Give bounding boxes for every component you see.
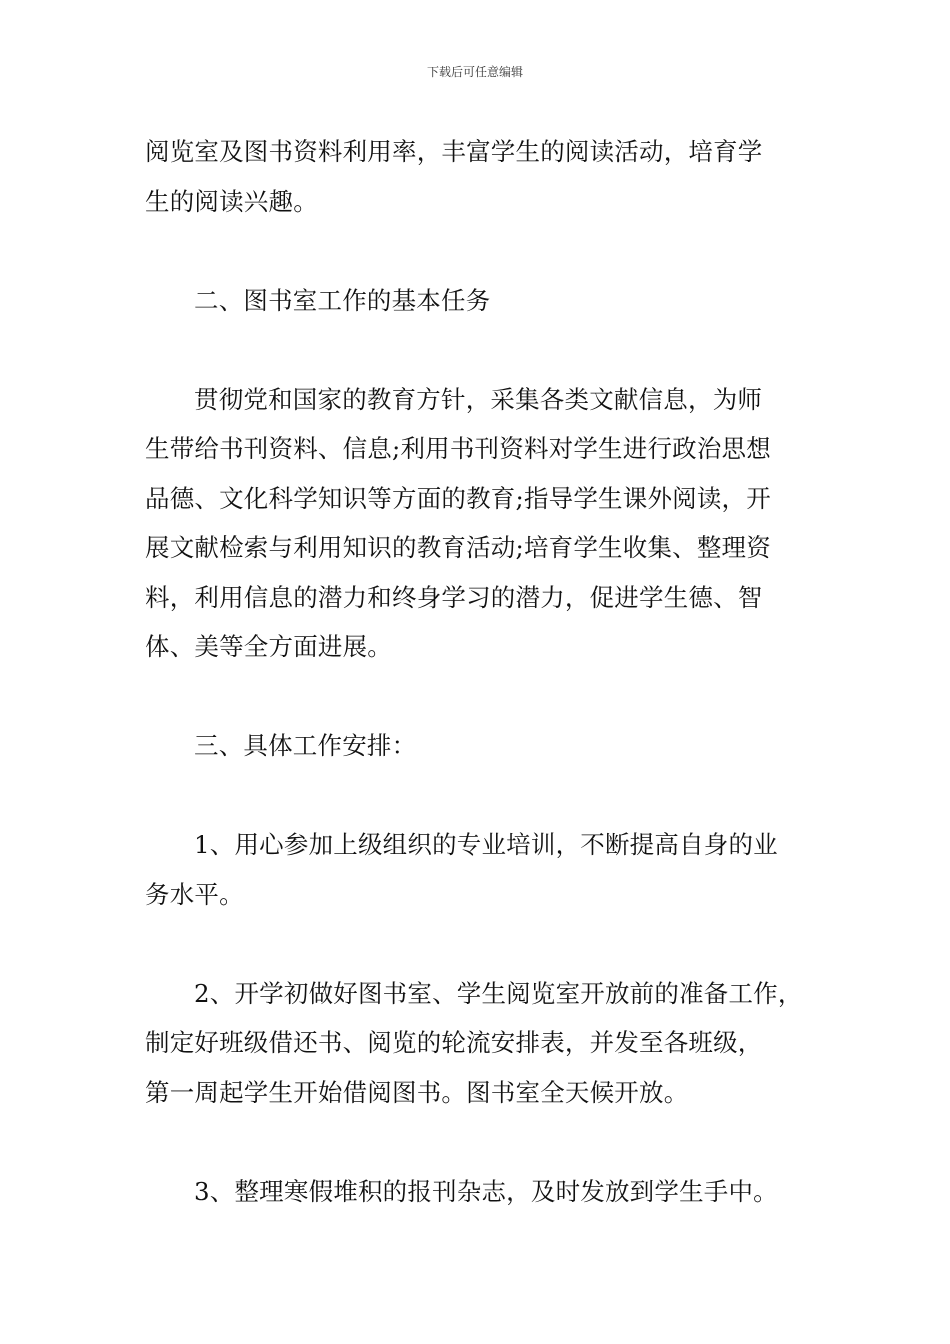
paragraph-gap — [145, 226, 825, 276]
text-line: 2、开学初做好图书室、学生阅览室开放前的准备工作， — [194, 978, 803, 1008]
text-line: 1、用心参加上级组织的专业培训，不断提高自身的业 — [194, 830, 778, 859]
text-line: 制定好班级借还书、阅览的轮流安排表，并发至各班级， — [145, 1028, 763, 1057]
text-line: 贯彻党和国家的教育方针，采集各类文献信息，为师 — [194, 384, 763, 414]
text-line: 料，利用信息的潜力和终身学习的潜力，促进学生德、智 — [145, 582, 763, 612]
text-line: 务水平。 — [145, 879, 244, 909]
list-item-1 — [145, 820, 825, 919]
paragraph-gap — [145, 1117, 825, 1167]
text-line: 生带给书刊资料、信息;利用书刊资料对学生进行政治思想 — [145, 434, 771, 463]
section-heading-work-arrangement: 三、具体工作安排： — [194, 731, 417, 760]
paragraph-gap — [145, 672, 825, 722]
text-line: 阅览室及图书资料利用率，丰富学生的阅读活动，培育学 — [145, 137, 763, 166]
header-note: 下载后可任意编辑 — [426, 65, 523, 79]
paragraph-gap — [145, 919, 825, 969]
text-line: 第一周起学生开始借阅图书。图书室全天候开放。 — [145, 1077, 689, 1107]
paragraph-reading-activities — [145, 127, 825, 226]
paragraph-gap — [145, 325, 825, 375]
text-line: 生的阅读兴趣。 — [145, 186, 318, 216]
text-line: 品德、文化科学知识等方面的教育;指导学生课外阅读，开 — [145, 483, 771, 513]
paragraph-basic-tasks — [145, 375, 825, 672]
list-item-2 — [145, 969, 825, 1118]
text-line: 体、美等全方面进展。 — [145, 632, 392, 661]
text-line: 3、整理寒假堆积的报刊杂志，及时发放到学生手中。 — [194, 1176, 778, 1206]
text-line: 展文献检索与利用知识的教育活动;培育学生收集、整理资 — [145, 533, 771, 562]
list-item-3 — [145, 1167, 825, 1217]
document-body — [145, 127, 825, 1216]
paragraph-gap — [145, 771, 825, 821]
section-heading-basic-tasks: 二、图书室工作的基本任务 — [194, 285, 491, 315]
